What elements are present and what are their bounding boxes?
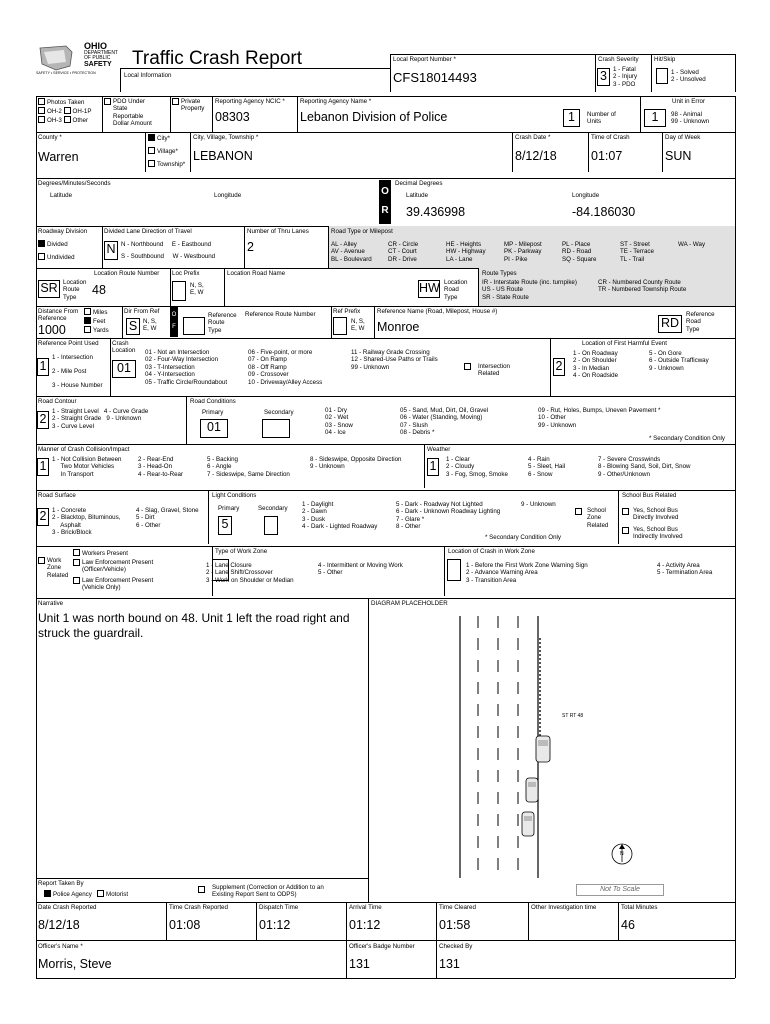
school-bus-indirect-label: Yes, School Bus Indirectly Involved	[633, 526, 683, 541]
dir-from-ref-label: Dir From Ref	[124, 308, 160, 315]
other-investigation-label: Other Investigation time	[531, 904, 597, 911]
dms-label: Degrees/Minutes/Seconds	[38, 180, 111, 187]
not-to-scale-label: Not To Scale	[576, 884, 664, 896]
reference-route-number-label: Reference Route Number	[245, 311, 316, 318]
police-agency-checkbox[interactable]	[44, 890, 51, 897]
ncic-label: Reporting Agency NCIC *	[215, 98, 285, 105]
ref-point-value[interactable]: 1	[37, 358, 49, 376]
weather-col-2: 4 - Rain 5 - Sleet, Hail 6 - Snow	[528, 456, 566, 478]
crash-severity-value[interactable]: 3	[597, 68, 610, 86]
intersection-related-label: Intersection Related	[478, 363, 510, 378]
road-type-col-4: MP - Milepost PK - Parkway PI - Pike	[504, 241, 542, 263]
feet-label: Feet	[93, 318, 106, 325]
county-value[interactable]: Warren	[38, 150, 79, 164]
agency-name-value[interactable]: Lebanon Division of Police	[300, 110, 448, 124]
cleared-label: Time Cleared	[439, 904, 476, 911]
photos-taken[interactable]: Photos Taken	[38, 98, 84, 106]
badge-value[interactable]: 131	[349, 957, 370, 971]
loc-prefix-label: Loc Prefix	[172, 270, 200, 277]
ref-prefix-label: Ref Prefix	[333, 308, 361, 315]
photos-taken-checkbox[interactable]	[38, 98, 45, 105]
loc-prefix-value[interactable]	[172, 281, 186, 301]
light-col-2: 5 - Dark - Roadway Not Lighted 6 - Dark - Unknown Roadway Lighting 7 - Glare * 8 - Other	[396, 501, 501, 531]
yards-label: Yards	[93, 327, 109, 334]
yards-checkbox[interactable]	[84, 326, 91, 333]
private-property-label: Private Property	[181, 98, 205, 113]
oh2-label: OH-2	[47, 108, 62, 115]
or-separator	[379, 180, 391, 224]
supplement-label: Supplement (Correction or Addition to an Existing Report Sent to ODPS)	[212, 884, 324, 899]
divided-checkbox[interactable]	[38, 240, 45, 247]
reference-name-label: Reference Name (Road, Milepost, House #)	[377, 308, 498, 315]
hit-skip-options: 1 - Solved 2 - Unsolved	[671, 69, 706, 84]
crash-severity-options: 1 - Fatal 2 - Injury 3 - PDO	[613, 66, 638, 88]
date-reported-label: Date Crash Reported	[38, 904, 97, 911]
crash-severity-label: Crash Severity	[598, 56, 639, 63]
feet-checkbox[interactable]	[84, 317, 91, 324]
work-zone-col-1: 1 - Lane Closure 2 - Lane Shift/Crossover 3 - Work on Shoulder or Median	[206, 562, 294, 584]
work-zone-location-value[interactable]	[447, 559, 461, 581]
motorist-checkbox[interactable]	[97, 890, 104, 897]
workers-present-checkbox[interactable]	[73, 549, 80, 556]
cleared-value[interactable]: 01:58	[439, 918, 471, 932]
logo-ohio: OHIO	[84, 41, 108, 51]
city-value[interactable]: LEBANON	[193, 149, 253, 163]
route-type-value[interactable]: SR	[38, 280, 60, 298]
weather-col-1: 1 - Clear 2 - Cloudy 3 - Fog, Smog, Smoke	[446, 456, 508, 478]
undivided-label: Undivided	[47, 254, 75, 261]
officer-name-label: Officer's Name *	[38, 943, 83, 950]
direction-options-2: S - Southbound W - Westbound	[121, 253, 216, 260]
roadway-division-label: Roadway Division	[38, 228, 88, 235]
oh3-checkbox[interactable]	[38, 116, 45, 123]
vehicle-path-2	[522, 812, 534, 836]
or-r: R	[381, 205, 389, 216]
intersection-related-checkbox[interactable]	[464, 363, 471, 370]
distance-value[interactable]: 1000	[38, 323, 66, 337]
le-vehicle-label: Law Enforcement Present (Vehicle Only)	[82, 577, 154, 592]
first-harmful-col-1: 1 - On Roadway 2 - On Shoulder 3 - In Median 4 - On Roadside	[573, 350, 619, 380]
badge-label: Officer's Badge Number	[349, 943, 415, 950]
road-type-col-2: CR - Circle CT - Court DR - Drive	[388, 241, 419, 263]
ohio-state-seal-icon	[36, 44, 76, 72]
manner-col-2: 2 - Rear-End 3 - Head-On 4 - Rear-to-Rear	[138, 456, 184, 478]
vehicle-path-1	[526, 778, 538, 802]
other-label: Other	[72, 117, 89, 124]
location-route-number-label: Location Route Number	[94, 270, 160, 277]
latitude-value[interactable]: 39.436998	[406, 205, 466, 219]
ref-point-label: Reference Point Used	[38, 340, 99, 347]
time-reported-label: Time Crash Reported	[169, 904, 228, 911]
day-of-week-label: Day of Week	[665, 134, 701, 141]
road-cond-primary-value[interactable]: 01	[200, 419, 228, 438]
work-zone-location-label: Location of Crash in Work Zone	[448, 548, 535, 555]
route-types-col-2: CR - Numbered County Route TR - Numbered Township Route	[598, 279, 687, 294]
road-type-col-7: WA - Way	[678, 241, 706, 248]
township-checkbox[interactable]	[148, 160, 155, 167]
work-zone-related-label: Work Zone Related	[47, 557, 69, 579]
crash-location-value[interactable]: 01	[112, 360, 136, 378]
village-checkbox[interactable]	[148, 147, 155, 154]
page-title: Traffic Crash Report	[132, 48, 302, 69]
school-bus-direct-checkbox[interactable]	[622, 508, 629, 515]
unit-in-error-options: 98 - Animal 99 - Unknown	[671, 111, 710, 126]
thru-lanes-label: Number of Thru Lanes	[247, 228, 309, 235]
road-cond-secondary-value[interactable]	[262, 419, 290, 438]
or-o: O	[381, 186, 389, 197]
dispatch-value[interactable]: 01:12	[259, 918, 291, 932]
first-harmful-col-2: 5 - On Gore 6 - Outside Trafficway 9 - Unknown	[649, 350, 709, 372]
road-label: ST RT 48	[562, 713, 584, 719]
weather-col-3: 7 - Severe Crosswinds 8 - Blowing Sand, Soil, Dirt, Snow 9 - Other/Unknown	[598, 456, 691, 478]
road-type-col-3: HE - Heights HW - Highway LA - Lane	[446, 241, 486, 263]
light-col-3: 9 - Unknown	[521, 501, 556, 508]
direction-label: Divided Lane Direction of Travel	[104, 228, 192, 235]
dms-latitude-label: Latitude	[50, 192, 73, 199]
road-conditions-label: Road Conditions	[190, 398, 236, 405]
light-secondary-note: * Secondary Condition Only	[485, 534, 562, 541]
miles-checkbox[interactable]	[84, 308, 91, 315]
dir-value[interactable]: S	[126, 318, 140, 335]
time-reported-value[interactable]: 01:08	[169, 918, 201, 932]
other-checkbox[interactable]	[64, 116, 71, 123]
unit-in-error-label: Unit in Error	[672, 98, 706, 105]
date-reported-value[interactable]: 8/12/18	[38, 918, 80, 932]
total-minutes-label: Total Minutes	[621, 904, 658, 911]
first-harmful-label: Location of First Harmful Event	[582, 340, 667, 347]
supplement-checkbox[interactable]	[198, 886, 205, 893]
road-type-col-1: AL - Alley AV - Avenue BL - Boulevard	[331, 241, 372, 263]
road-cond-secondary-label: Secondary	[264, 409, 294, 416]
road-surface-col-1: 1 - Concrete 2 - Blacktop, Bituminous, Asphalt 3 - Brick/Block	[52, 507, 121, 537]
time-of-crash-label: Time of Crash	[591, 134, 630, 141]
light-value[interactable]: 5	[218, 516, 232, 535]
route-number-value[interactable]: 48	[92, 283, 106, 297]
village-label: Village*	[157, 148, 178, 155]
of-f: F	[172, 324, 176, 330]
manner-label: Manner of Crash Collision/Impact	[38, 446, 130, 453]
work-zone-type-label: Type of Work Zone	[215, 548, 268, 555]
distance-label: Distance From Reference	[38, 308, 79, 323]
ref-road-type-value[interactable]: RD	[658, 315, 682, 333]
diagram-placeholder-label: DIAGRAM PLACEHOLDER	[371, 600, 448, 607]
road-contour-value[interactable]: 2	[37, 411, 49, 429]
crash-date-label: Crash Date *	[515, 134, 551, 141]
dms-longitude-label: Longitude	[214, 192, 242, 199]
road-cond-primary-label: Primary	[202, 409, 224, 416]
road-type-col-5: PL - Place RD - Road SQ - Square	[562, 241, 597, 263]
city-village-township-label: City, Village, Township *	[193, 134, 259, 141]
pdo-under-checkbox[interactable]	[104, 98, 111, 105]
location-route-type-label: Location Route Type	[63, 279, 87, 301]
school-zone-label: School Zone Related	[587, 507, 609, 529]
manner-col-3: 5 - Backing 6 - Angle 7 - Sideswipe, Same Direction	[207, 456, 290, 478]
loc-prefix-options: N, S, E, W	[190, 282, 204, 297]
manner-value[interactable]: 1	[37, 458, 49, 476]
motorist-label: Motorist	[106, 891, 129, 898]
narrative-label: Narrative	[38, 600, 64, 607]
school-bus-label: School Bus Related	[622, 492, 677, 499]
number-of-units-label: Number of Units	[587, 111, 616, 126]
crash-diagram	[370, 608, 734, 902]
city-label: City*	[157, 135, 171, 142]
dir-options: N, S, E, W	[143, 318, 157, 333]
work-zone-col-2: 4 - Intermittent or Moving Work 5 - Other	[318, 562, 403, 577]
oh3-label: OH-3	[47, 117, 62, 124]
divided-label: Divided	[47, 241, 68, 248]
road-surface-label: Road Surface	[38, 492, 76, 499]
reference-name-value[interactable]: Monroe	[377, 320, 420, 334]
logo-safety: SAFETY	[84, 61, 112, 68]
total-minutes-value[interactable]: 46	[621, 918, 635, 932]
unit-in-error-value[interactable]: 1	[644, 109, 666, 127]
school-bus-direct-label: Yes, School Bus Directly Involved	[633, 507, 679, 522]
of-separator	[170, 307, 178, 337]
ncic-value[interactable]: 08303	[215, 110, 250, 124]
ref-prefix-value[interactable]	[333, 317, 347, 335]
local-information-label: Local Information	[124, 72, 172, 79]
hit-skip-label: Hit/Skip	[654, 56, 676, 63]
hit-skip-value[interactable]	[656, 68, 668, 84]
county-label: County *	[38, 134, 62, 141]
crash-location-col-2: 06 - Five-point, or more 07 - On Ramp 08 - Off Ramp 09 - Crossover 10 - Driveway/Alley Access	[248, 349, 323, 386]
location-road-name-label: Location Road Name	[227, 270, 286, 277]
time-of-crash-value[interactable]: 01:07	[591, 149, 623, 163]
dispatch-label: Dispatch Time	[259, 904, 299, 911]
road-contour-label: Road Contour	[38, 398, 77, 405]
arrival-value[interactable]: 01:12	[349, 918, 381, 932]
road-cond-col-1: 01 - Dry 02 - Wet 03 - Snow 04 - Ice	[325, 407, 353, 437]
road-contour-options: 1 - Straight Level 4 - Curve Grade 2 - Straight Grade 9 - Unknown 3 - Curve Level	[52, 408, 149, 430]
checked-by-label: Checked By	[439, 943, 473, 950]
dec-latitude-label: Latitude	[406, 192, 429, 199]
direction-options-1: N - Northbound E - Eastbound	[121, 241, 212, 248]
ref-point-options: 1 - Intersection 2 - Mile Post 3 - House Number	[52, 354, 103, 389]
vehicle-unit-1	[536, 736, 550, 762]
le-officer-label: Law Enforcement Present (Officer/Vehicle)	[82, 559, 154, 574]
reference-route-type-value[interactable]	[183, 317, 205, 335]
road-surface-col-2: 4 - Slag, Gravel, Stone 5 - Dirt 6 - Other	[136, 507, 199, 529]
work-zone-loc-col-2: 4 - Activity Area 5 - Termination Area	[657, 562, 713, 577]
city-checkbox[interactable]	[148, 134, 155, 141]
ref-road-type-label: Reference Road Type	[686, 311, 715, 333]
oh1p-label: OH-1P	[72, 108, 92, 115]
location-road-type-label: Location Road Type	[444, 279, 468, 301]
work-zone-loc-col-1: 1 - Before the First Work Zone Warning Sign 2 - Advance Warning Area 3 - Transition Area	[466, 562, 588, 584]
school-bus-indirect-checkbox[interactable]	[622, 527, 629, 534]
road-type-col-6: ST - Street TE - Terrace TL - Trail	[620, 241, 654, 263]
crash-date-value[interactable]: 8/12/18	[515, 149, 557, 163]
le-officer-checkbox[interactable]	[73, 559, 80, 566]
narrative-text[interactable]: Unit 1 was north bound on 48. Unit 1 left the road right and struck the guardrail.	[38, 611, 350, 640]
local-report-number[interactable]: CFS18014493	[393, 70, 477, 85]
hw-value[interactable]: HW	[418, 280, 440, 298]
light-secondary-value[interactable]	[264, 516, 278, 535]
road-cond-col-3: 09 - Rut, Holes, Bumps, Uneven Pavement * 10 - Other 99 - Unknown	[538, 407, 661, 429]
work-zone-related-checkbox[interactable]	[38, 557, 45, 564]
road-cond-secondary-note: * Secondary Condition Only	[649, 435, 726, 442]
light-col-1: 1 - Daylight 2 - Dawn 3 - Dusk 4 - Dark - Lighted Roadway	[302, 501, 378, 531]
oh1p-checkbox[interactable]	[64, 107, 71, 114]
route-types-label: Route Types	[482, 270, 517, 277]
first-harmful-value[interactable]: 2	[553, 358, 565, 376]
agency-name-label: Reporting Agency Name *	[300, 98, 372, 105]
crash-location-col-3: 11 - Railway Grade Crossing 12 - Shared-Use Paths or Trails 99 - Unknown	[351, 349, 438, 371]
logo-department: DEPARTMENT	[84, 50, 118, 56]
private-property-checkbox[interactable]	[172, 98, 179, 105]
road-surface-value[interactable]: 2	[37, 508, 49, 526]
reference-route-type-label: Reference Route Type	[208, 312, 237, 334]
workers-present-label: Workers Present	[82, 550, 128, 557]
road-cond-col-2: 05 - Sand, Mud, Dirt, Oil, Gravel 06 - Water (Standing, Moving) 07 - Slush 08 - Debris *	[400, 407, 489, 437]
township-label: Township*	[157, 161, 186, 168]
ref-prefix-options: N, S, E, W	[351, 318, 365, 333]
of-o: O	[171, 312, 177, 318]
school-zone-checkbox[interactable]	[575, 508, 582, 515]
oh2-checkbox[interactable]	[38, 107, 45, 114]
manner-col-4: 8 - Sideswipe, Opposite Direction 9 - Unknown	[310, 456, 402, 471]
decimal-degrees-label: Decimal Degrees	[395, 180, 443, 187]
route-types-col-1: IR - Interstate Route (inc. turnpike) US - US Route SR - State Route	[482, 279, 577, 301]
local-report-number-label: Local Report Number *	[393, 56, 456, 63]
report-taken-label: Report Taken By	[38, 880, 84, 887]
weather-value[interactable]: 1	[427, 458, 439, 476]
arrival-label: Arrival Time	[349, 904, 382, 911]
light-label: Light Conditions	[212, 492, 257, 499]
manner-col-1: 1 - Not Collision Between Two Motor Vehicles In Transport	[52, 456, 122, 478]
pdo-under-label: PDO Under State Reportable Dollar Amount	[113, 98, 152, 128]
checked-by-value[interactable]: 131	[439, 957, 460, 971]
crash-location-label: Crash Location	[112, 340, 136, 355]
units-value[interactable]: 1	[563, 109, 580, 127]
thru-lanes-value[interactable]: 2	[247, 240, 254, 254]
road-type-label: Road Type or Milepost	[331, 228, 393, 235]
day-of-week-value[interactable]: SUN	[665, 149, 692, 163]
miles-label: Miles	[93, 309, 108, 316]
light-primary-label: Primary	[218, 505, 240, 512]
light-secondary-label: Secondary	[258, 505, 288, 512]
direction-value[interactable]: N	[104, 241, 118, 260]
crash-location-col-1: 01 - Not an Intersection 02 - Four-Way Intersection 03 - T-Intersection 04 - Y-Intersection 05 - Traffic Circle/Roundabout	[145, 349, 228, 386]
logo-motto: SAFETY • SERVICE • PROTECTION	[36, 71, 96, 75]
weather-label: Weather	[427, 446, 451, 453]
north-label: N	[620, 851, 624, 857]
undivided-checkbox[interactable]	[38, 253, 45, 260]
longitude-value[interactable]: -84.186030	[572, 205, 636, 219]
dec-longitude-label: Longitude	[572, 192, 600, 199]
logo-of-public: OF PUBLIC	[84, 55, 111, 61]
ohio-dps-logo	[36, 42, 120, 76]
le-vehicle-checkbox[interactable]	[73, 577, 80, 584]
police-agency-label: Police Agency	[53, 891, 92, 898]
officer-name-value[interactable]: Morris, Steve	[38, 957, 112, 971]
